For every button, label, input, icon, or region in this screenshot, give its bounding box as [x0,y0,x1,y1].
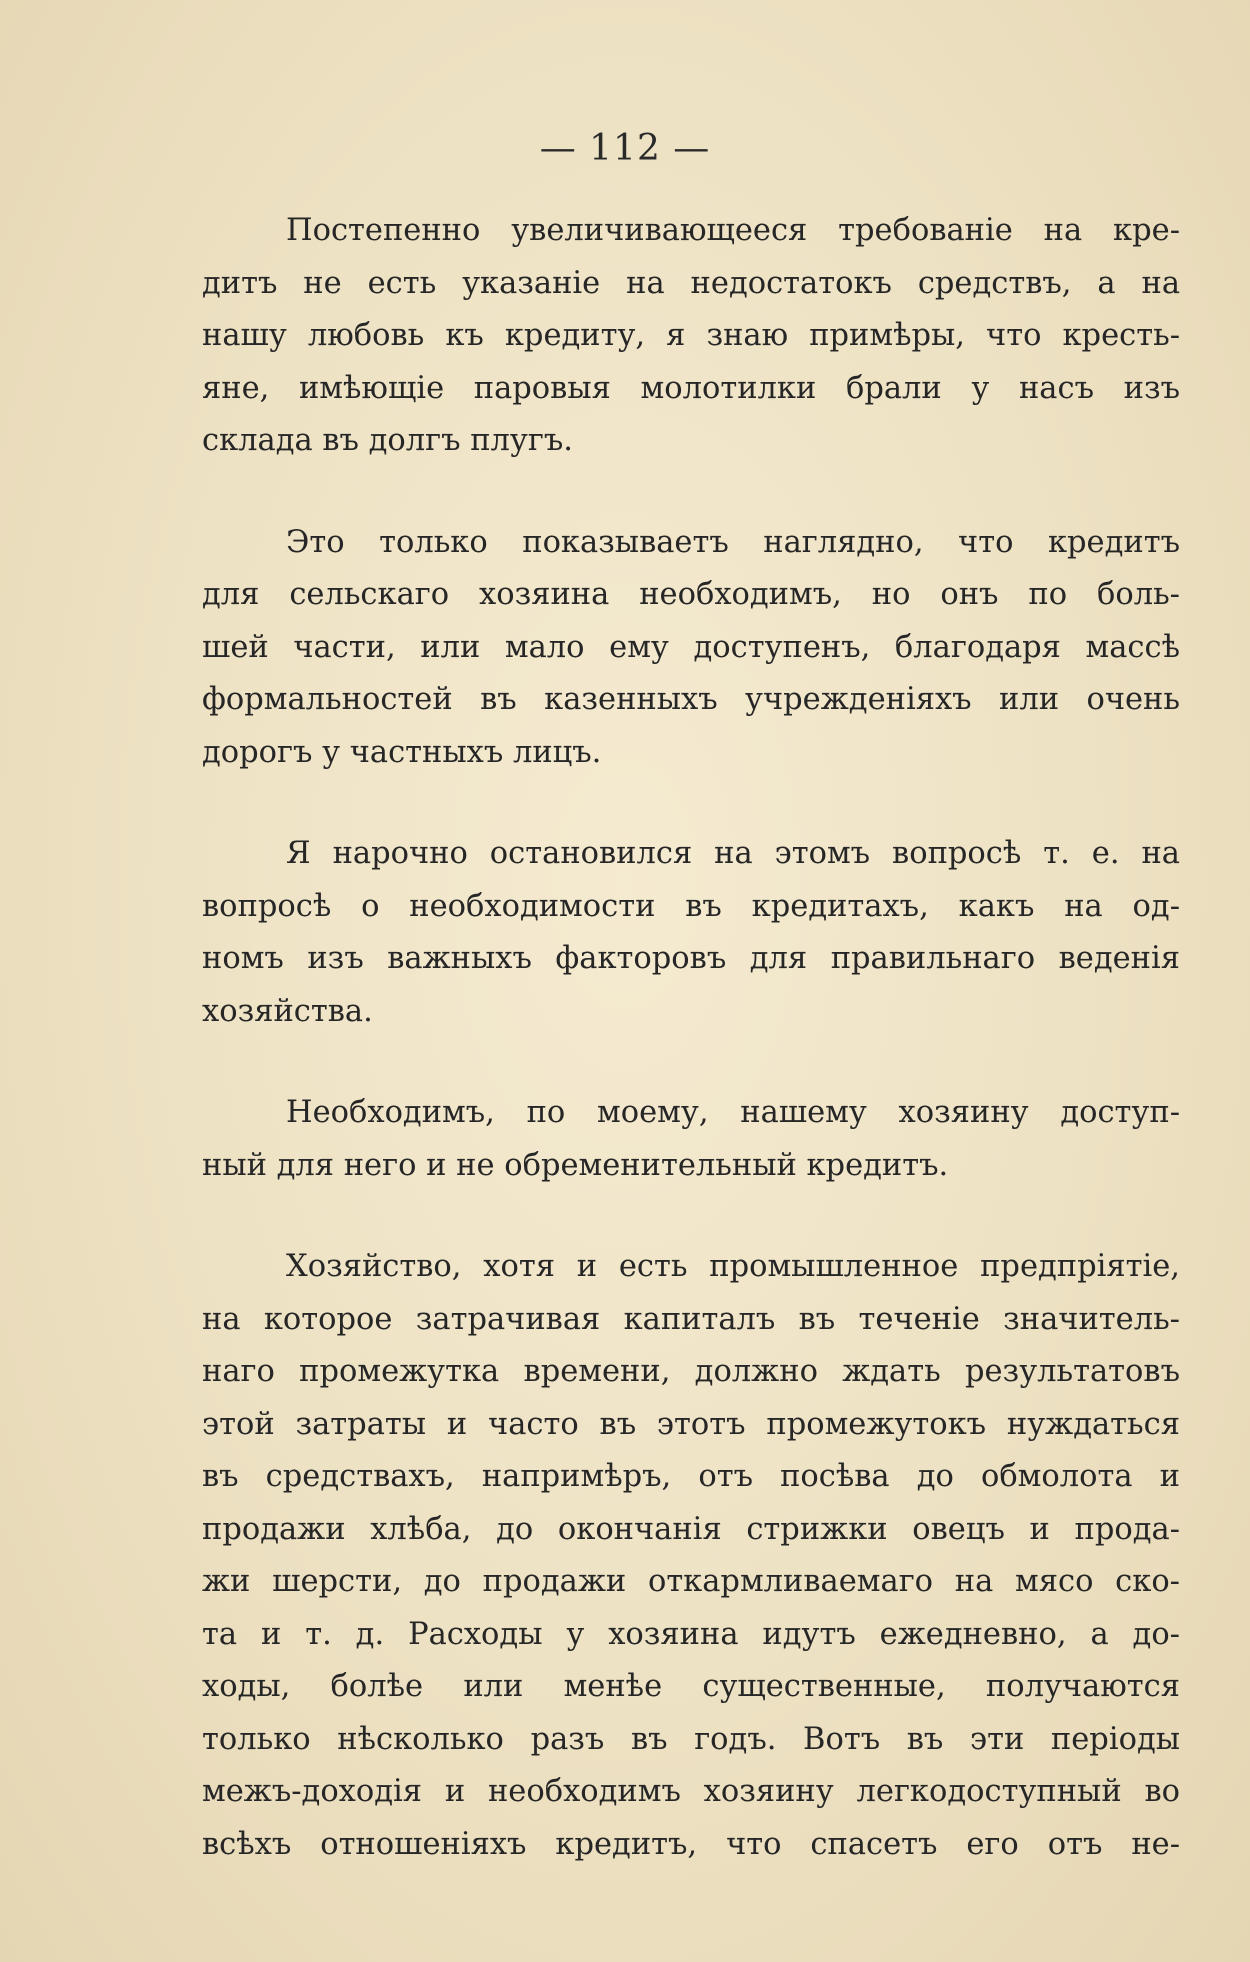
paragraph-5 [202,1241,1180,1871]
paragraph-2 [202,517,1180,780]
text-line: та и т. д. Расходы у хозяина идутъ ежедневно, а до- [202,1616,1180,1652]
text-line: для сельскаго хозяина необходимъ, но онъ по боль- [202,577,1180,612]
text-line: всѣхъ отношеніяхъ кредитъ, что спасетъ его отъ не- [202,1826,1180,1862]
text-line: наго промежутка времени, должно ждать результатовъ [202,1354,1180,1389]
text-line: формальностей въ казенныхъ учрежденіяхъ или очень [202,682,1180,717]
text-line: на которое затрачивая капиталъ въ теченіе значитель- [202,1301,1180,1337]
text-line: яне, имѣющіе паровыя молотилки брали у насъ изъ [202,370,1180,406]
body-text [202,205,1180,1920]
text-line: этой затраты и часто въ этотъ промежутокъ нуждаться [202,1406,1180,1442]
text-line: вопросѣ о необходимости въ кредитахъ, какъ на од- [202,888,1180,924]
text-line: номъ изъ важныхъ факторовъ для правильнаго веденія [202,941,1180,976]
text-line: въ средствахъ, напримѣръ, отъ посѣва до обмолота и [202,1459,1180,1494]
text-line: Необходимъ, по моему, нашему хозяину доступ- [286,1095,1180,1130]
text-line: склада въ долгъ плугъ. [202,423,573,458]
text-line: Хозяйство, хотя и есть промышленное предпріятіе, [286,1249,1180,1284]
text-line: нашу любовь къ кредиту, я знаю примѣры, что кресть- [202,318,1180,353]
paragraph-1 [202,205,1180,468]
text-line: Я нарочно остановился на этомъ вопросѣ т. е. на [286,836,1180,871]
text-line: только нѣсколько разъ въ годъ. Вотъ въ эти періоды [202,1721,1180,1757]
page-number: — 112 — [539,128,711,169]
paragraph-3 [202,828,1180,1038]
text-line: дитъ не есть указаніе на недостатокъ средствъ, а на [202,265,1180,301]
text-line: шей части, или мало ему доступенъ, благодаря массѣ [202,629,1180,665]
text-line: дорогъ у частныхъ лицъ. [202,734,602,770]
text-line: хозяйства. [202,993,373,1029]
text-line: ходы, болѣе или менѣе существенные, получаются [202,1669,1180,1704]
text-line: Постепенно увеличивающееся требованіе на кре- [286,213,1180,248]
text-line: Это только показываетъ наглядно, что кредитъ [286,524,1180,560]
text-line: межъ-доходія и необходимъ хозяину легкодоступный во [202,1774,1180,1809]
text-line: ный для него и не обременительный кредитъ. [202,1147,949,1183]
text-line: продажи хлѣба, до окончанія стрижки овецъ и прода- [202,1511,1180,1547]
paragraph-4 [202,1087,1180,1192]
text-line: жи шерсти, до продажи откармливаемаго на мясо ско- [202,1564,1180,1599]
